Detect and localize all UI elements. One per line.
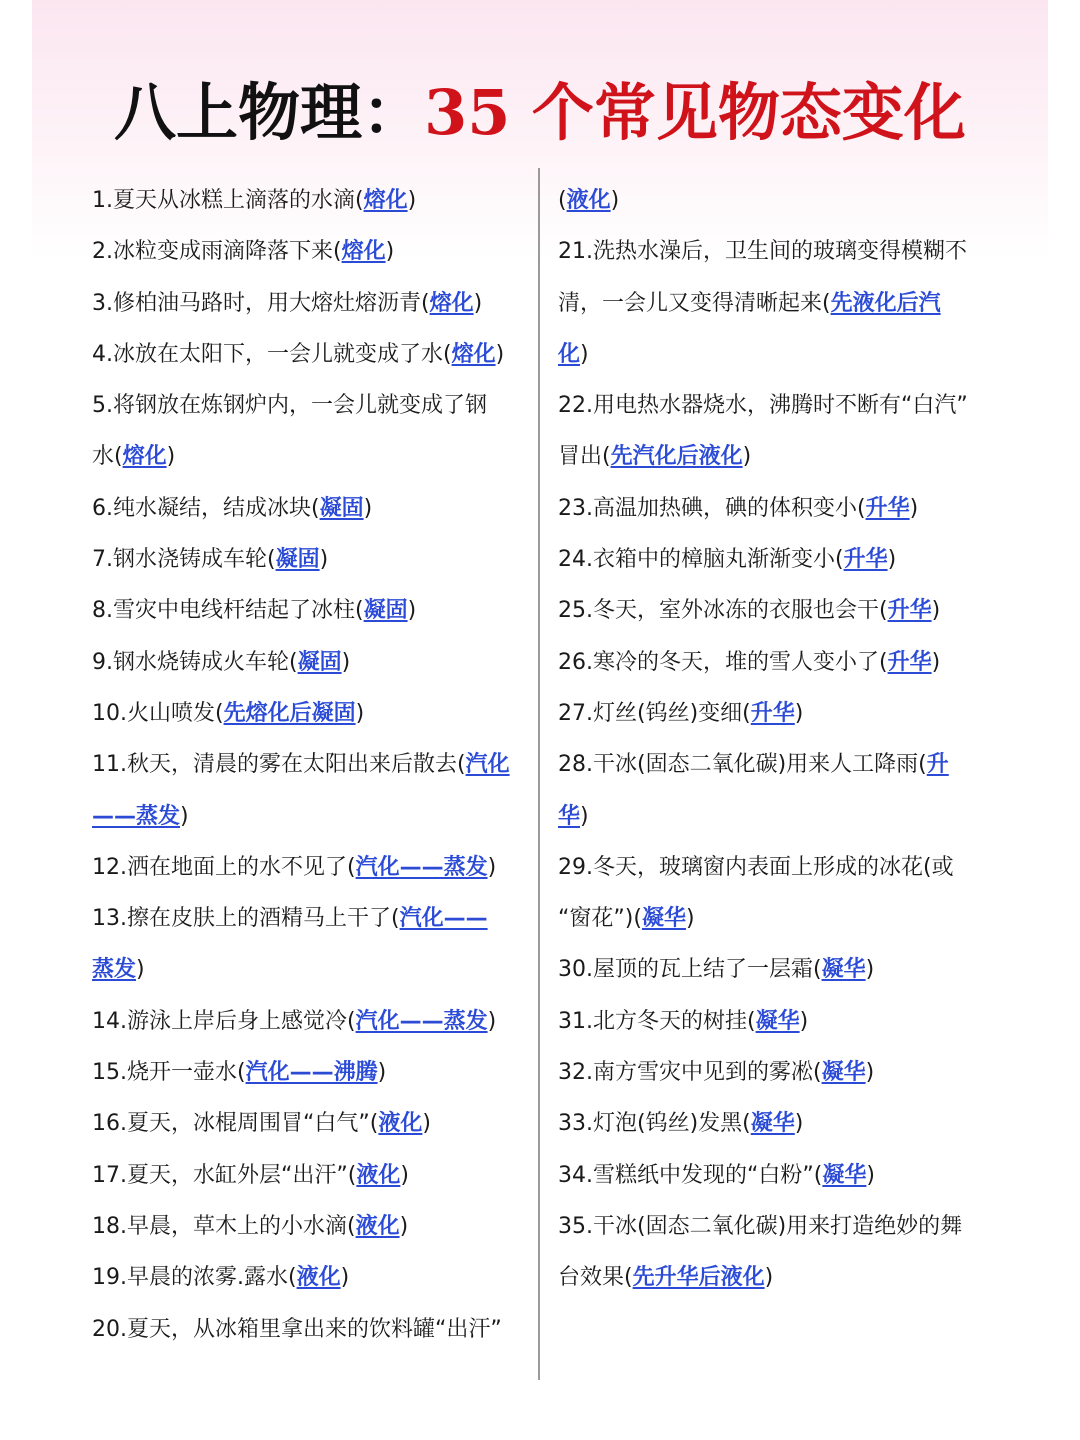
list-item — [92, 431, 527, 482]
list-item — [92, 893, 527, 944]
answer-text: 蒸发 — [92, 957, 137, 983]
answer-text: 汽化——蒸发 — [355, 1008, 488, 1034]
item-text: 31.北方冬天的树挂( — [558, 1008, 756, 1034]
answer-text: 液化 — [296, 1265, 341, 1291]
answer-text: 先升华后液化 — [632, 1265, 765, 1291]
answer-text: 熔化 — [429, 290, 474, 316]
list-item — [92, 278, 527, 329]
item-close: ) — [610, 188, 620, 213]
left-column — [92, 175, 527, 1355]
item-close: ) — [931, 598, 941, 624]
list-item — [92, 534, 527, 585]
column-divider — [538, 168, 540, 1380]
list-item — [558, 483, 990, 534]
item-close: ) — [407, 598, 417, 624]
item-close: ) — [341, 649, 351, 675]
list-item — [558, 842, 990, 893]
item-text: 30.屋顶的瓦上结了一层霜( — [558, 957, 822, 983]
item-text: 5.将钢放在炼钢炉内，一会儿就变成了钢 — [92, 393, 487, 419]
item-text: 20.夏天，从冰箱里拿出来的饮料罐“出汗” — [92, 1316, 502, 1342]
answer-text: 升 — [926, 752, 949, 778]
item-close: ) — [407, 188, 417, 213]
item-text: 15.烧开一壶水( — [92, 1060, 246, 1086]
list-item — [92, 842, 527, 893]
list-item — [92, 1150, 527, 1201]
item-close: ) — [865, 1060, 875, 1086]
answer-text: 凝华 — [821, 957, 866, 983]
item-text: 6.纯水凝结，结成冰块( — [92, 495, 320, 521]
answer-text: 汽化—— — [399, 906, 488, 932]
item-close: ) — [399, 1213, 409, 1239]
answer-text: 汽化——沸腾 — [245, 1060, 378, 1086]
list-item — [558, 175, 990, 226]
list-item — [558, 1047, 990, 1098]
item-close: ) — [685, 906, 695, 932]
item-text: 10.火山喷发( — [92, 700, 224, 726]
answer-text: 凝华 — [821, 1060, 866, 1086]
answer-text: 化 — [558, 341, 581, 367]
list-item — [558, 996, 990, 1047]
list-item — [558, 944, 990, 995]
list-item — [558, 1201, 990, 1252]
item-close: ) — [385, 239, 395, 265]
list-item — [558, 1098, 990, 1149]
item-close: ) — [931, 649, 941, 675]
left-margin — [0, 0, 32, 1440]
list-item — [92, 688, 527, 739]
list-item — [558, 791, 990, 842]
page-title — [0, 68, 1080, 158]
item-text: 24.衣箱中的樟脑丸渐渐变小( — [558, 547, 844, 573]
list-item — [92, 226, 527, 277]
item-text: 26.寒冷的冬天，堆的雪人变小了( — [558, 649, 888, 675]
item-text: 14.游泳上岸后身上感觉冷( — [92, 1008, 356, 1034]
item-text: 水( — [92, 444, 123, 470]
item-close: ) — [400, 1162, 409, 1188]
item-text: 33.灯泡(钨丝)发黑( — [558, 1111, 751, 1137]
answer-text: ——蒸发 — [92, 803, 181, 829]
answer-text: 熔化 — [122, 444, 167, 470]
answer-text: 凝华 — [750, 1111, 795, 1137]
item-text: 35.干冰(固态二氧化碳)用来打造绝妙的舞 — [558, 1213, 963, 1239]
item-text: 23.高温加热碘，碘的体积变小( — [558, 495, 866, 521]
list-item — [558, 380, 990, 431]
answer-text: 凝华 — [641, 906, 686, 932]
list-item — [92, 329, 527, 380]
list-item — [558, 585, 990, 636]
item-text: 2.冰粒变成雨滴降落下来( — [92, 239, 342, 265]
list-item — [92, 944, 527, 995]
answer-text: 升华 — [887, 649, 932, 675]
list-item — [558, 329, 990, 380]
answer-text: 升华 — [750, 700, 795, 726]
list-item — [92, 585, 527, 636]
item-close: ) — [180, 803, 189, 829]
answer-text: 熔化 — [451, 341, 496, 367]
item-close: ) — [909, 495, 919, 521]
list-item — [92, 1304, 527, 1355]
list-item — [92, 175, 527, 226]
answer-text: 液化 — [355, 1213, 400, 1239]
item-text: 18.早晨，草木上的小水滴( — [92, 1213, 356, 1239]
title-highlight: 35 个常见物态变化 — [424, 76, 966, 149]
answer-text: 液化 — [378, 1111, 423, 1137]
list-item — [92, 791, 527, 842]
item-text: 3.修柏油马路时，用大熔灶熔沥青( — [92, 290, 430, 316]
right-column — [558, 175, 990, 1304]
answer-text: 熔化 — [363, 188, 408, 213]
list-item — [558, 893, 990, 944]
answer-text: 升华 — [843, 547, 888, 573]
item-text: 1.夏天从冰糕上滴落的水滴( — [92, 188, 364, 213]
item-text: 7.钢水浇铸成车轮( — [92, 547, 276, 573]
answer-text: 凝固 — [319, 495, 364, 521]
item-text: “窗花”)( — [558, 906, 642, 932]
answer-text: 凝固 — [275, 547, 320, 573]
answer-text: 先液化后汽 — [830, 290, 941, 316]
item-text: 16.夏天，冰棍周围冒“白气”( — [92, 1111, 379, 1137]
answer-text: 凝固 — [297, 649, 342, 675]
list-item — [92, 380, 527, 431]
item-close: ) — [865, 957, 875, 983]
answer-text: 先熔化后凝固 — [223, 700, 356, 726]
item-close: ) — [794, 1111, 804, 1137]
list-item — [92, 1252, 527, 1303]
item-text: 17.夏天，水缸外层“出汗”( — [92, 1162, 357, 1188]
item-text: 4.冰放在太阳下，一会儿就变成了水( — [92, 341, 452, 367]
list-item — [558, 1150, 990, 1201]
answer-text: 升华 — [887, 598, 932, 624]
item-close: ) — [866, 1162, 875, 1188]
item-text: 台效果( — [558, 1265, 633, 1291]
item-text: 冒出( — [558, 444, 611, 470]
list-item — [92, 483, 527, 534]
item-close: ) — [794, 700, 804, 726]
item-close: ) — [742, 444, 752, 470]
list-item — [558, 688, 990, 739]
list-item — [92, 739, 527, 790]
item-close: ) — [887, 547, 897, 573]
list-item — [92, 637, 527, 688]
item-close: ) — [487, 854, 497, 880]
list-item — [92, 1098, 527, 1149]
title-prefix: 八上物理： — [114, 76, 425, 149]
item-text: 13.擦在皮肤上的酒精马上干了( — [92, 906, 400, 932]
item-close: ) — [487, 1008, 497, 1034]
item-text: 25.冬天，室外冰冻的衣服也会干( — [558, 598, 888, 624]
list-item — [92, 1201, 527, 1252]
list-item — [92, 1047, 527, 1098]
answer-text: 熔化 — [341, 239, 386, 265]
item-text: 12.洒在地面上的水不见了( — [92, 854, 356, 880]
answer-text: 汽化 — [465, 752, 510, 778]
item-close: ) — [377, 1060, 387, 1086]
item-close: ) — [422, 1111, 431, 1137]
item-close: ) — [495, 341, 505, 367]
item-close: ) — [363, 495, 373, 521]
item-close: ) — [136, 957, 145, 983]
item-text: 21.洗热水澡后，卫生间的玻璃变得模糊不 — [558, 239, 967, 265]
answer-text: 先汽化后液化 — [610, 444, 743, 470]
answer-text: 汽化——蒸发 — [355, 854, 488, 880]
item-close: ) — [473, 290, 483, 316]
list-item — [558, 534, 990, 585]
item-text: 28.干冰(固态二氧化碳)用来人工降雨( — [558, 752, 927, 778]
item-close: ) — [580, 803, 589, 829]
list-item — [558, 226, 990, 277]
answer-text: 液化 — [356, 1162, 401, 1188]
item-text: 11.秋天，清晨的雾在太阳出来后散去( — [92, 752, 466, 778]
answer-text: 凝固 — [363, 598, 408, 624]
list-item — [558, 431, 990, 482]
item-close: ) — [166, 444, 176, 470]
item-close: ) — [340, 1265, 350, 1291]
item-text: 9.钢水烧铸成火车轮( — [92, 649, 298, 675]
item-close: ) — [319, 547, 329, 573]
item-text: 22.用电热水器烧水，沸腾时不断有“白汽” — [558, 393, 968, 419]
list-item — [558, 739, 990, 790]
item-text: 29.冬天，玻璃窗内表面上形成的冰花(或 — [558, 854, 954, 880]
item-text: 27.灯丝(钨丝)变细( — [558, 700, 751, 726]
item-text: 8.雪灾中电线杆结起了冰柱( — [92, 598, 364, 624]
list-item — [92, 996, 527, 1047]
answer-text: 液化 — [566, 188, 611, 213]
list-item — [558, 637, 990, 688]
item-text: 34.雪糕纸中发现的“白粉”( — [558, 1162, 823, 1188]
list-item — [558, 278, 990, 329]
answer-text: 凝华 — [755, 1008, 800, 1034]
item-text: 32.南方雪灾中见到的雾凇( — [558, 1060, 822, 1086]
answer-text: 凝华 — [822, 1162, 867, 1188]
item-text: 清，一会儿又变得清晰起来( — [558, 290, 831, 316]
item-close: ) — [355, 700, 365, 726]
answer-text: 升华 — [865, 495, 910, 521]
item-close: ) — [799, 1008, 809, 1034]
item-text: ( — [558, 188, 567, 213]
item-close: ) — [764, 1265, 774, 1291]
item-text: 19.早晨的浓雾.露水( — [92, 1265, 297, 1291]
right-margin — [1048, 0, 1080, 1440]
answer-text: 华 — [558, 803, 581, 829]
item-close: ) — [580, 341, 589, 367]
list-item — [558, 1252, 990, 1303]
